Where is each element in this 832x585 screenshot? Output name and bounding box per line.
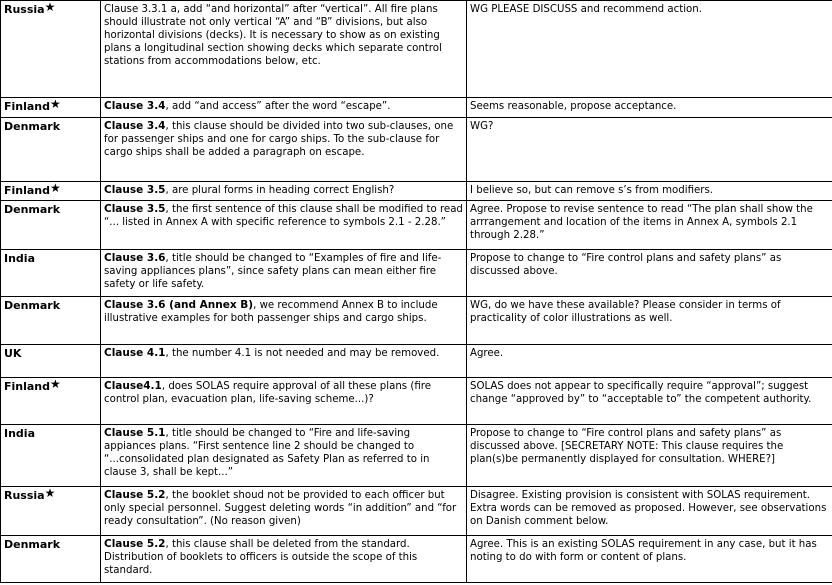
star-icon: ★ — [50, 97, 61, 111]
country-name: Denmark — [4, 299, 61, 312]
table-row — [1, 378, 832, 425]
country-cell — [1, 297, 101, 345]
comment-cell — [101, 201, 467, 250]
comment-text: , the number 4.1 is not needed and may be removed. — [165, 348, 440, 359]
response-cell — [467, 201, 832, 250]
clause-ref: Clause 3.5 — [104, 203, 166, 215]
comment-cell — [101, 297, 467, 345]
country-cell — [1, 182, 101, 201]
star-icon: ★ — [44, 486, 56, 500]
response-cell — [467, 345, 832, 378]
response-cell — [467, 182, 832, 201]
response-cell — [467, 250, 832, 297]
table-row — [1, 250, 832, 297]
table-row — [1, 118, 832, 182]
table-row — [1, 536, 832, 583]
country-name: Denmark — [4, 538, 61, 551]
comment-cell — [101, 378, 467, 425]
country-name: India — [4, 252, 35, 265]
country-name: UK — [4, 347, 22, 360]
comment-cell — [101, 250, 467, 297]
star-icon: ★ — [50, 181, 61, 195]
comment-cell — [101, 182, 467, 201]
clause-ref: Clause 5.1 — [104, 427, 166, 439]
comment-text: , the booklet shoud not be provided to each officer but only special personnel. Suggest deleting words “in addition” and “for ready consultation”. (No reason given) — [104, 490, 457, 527]
table-row — [1, 98, 832, 118]
star-icon: ★ — [50, 377, 61, 391]
comment-text: , add “and access” after the word “escape”. — [165, 101, 391, 112]
country-cell — [1, 1, 101, 98]
table-row — [1, 345, 832, 378]
response-cell — [467, 487, 832, 536]
country-name: Finland — [4, 100, 51, 113]
response-text: Disagree. Existing provision is consistent with SOLAS requirement. Extra words can be removed as proposed. However, see observations on Danish comment below. — [470, 490, 827, 527]
clause-ref: Clause 5.2 — [104, 538, 166, 550]
comment-cell — [101, 118, 467, 182]
response-cell — [467, 297, 832, 345]
comment-text: , are plural forms in heading correct English? — [165, 185, 395, 196]
clause-ref: Clause4.1 — [104, 380, 162, 392]
country-cell — [1, 250, 101, 297]
star-icon: ★ — [44, 0, 56, 14]
response-text: WG? — [470, 121, 494, 132]
response-text: SOLAS does not appear to specifically require “approval”; suggest change “approved by” to “acceptable to” the competent authority. — [470, 381, 812, 405]
country-cell — [1, 201, 101, 250]
country-name: Denmark — [4, 120, 61, 133]
response-text: Propose to change to “Fire control plans and safety plans” as discussed above. — [470, 253, 782, 277]
country-cell — [1, 425, 101, 487]
country-cell — [1, 98, 101, 118]
comment-text: , this clause should be divided into two sub-clauses, one for passenger ships and one for cargo ships. To the sub-clause for cargo ships shall be added a paragraph on escape. — [104, 121, 454, 158]
clause-ref: Clause 3.4 — [104, 100, 166, 112]
clause-ref: Clause 3.6 — [104, 252, 166, 264]
comment-cell — [101, 345, 467, 378]
response-text: WG, do we have these available? Please consider in terms of practicality of color illustrations as well. — [470, 300, 781, 324]
comment-text: , we recommend Annex B to include illustrative examples for both passenger ships and cargo ships. — [104, 300, 438, 324]
country-name: Russia — [4, 489, 45, 502]
response-cell — [467, 536, 832, 583]
country-cell — [1, 378, 101, 425]
response-text: I believe so, but can remove s’s from modifiers. — [470, 185, 713, 196]
table-row — [1, 297, 832, 345]
response-cell — [467, 98, 832, 118]
country-cell — [1, 487, 101, 536]
table-row — [1, 182, 832, 201]
comments-table-body — [1, 1, 832, 583]
response-text: Agree. Propose to revise sentence to read “The plan shall show the arrrangement and location of the items in Annex A, symbols 2.1 through 2.28.” — [470, 204, 813, 241]
country-name: India — [4, 427, 35, 440]
response-cell — [467, 1, 832, 98]
country-cell — [1, 118, 101, 182]
comment-cell — [101, 425, 467, 487]
response-cell — [467, 425, 832, 487]
country-name: Finland — [4, 380, 51, 393]
clause-ref: Clause 3.5 — [104, 184, 166, 196]
comment-text: , title should be changed to “Examples of fire and life-saving appliances plans”, since safety plans can mean either fire safety or life safety. — [104, 253, 442, 290]
clause-ref: Clause 3.6 (and Annex B) — [104, 299, 254, 311]
comment-cell — [101, 487, 467, 536]
country-cell — [1, 536, 101, 583]
comment-text: , this clause shall be deleted from the standard. Distribution of booklets to officers is outside the scope of this standard. — [104, 539, 418, 576]
comment-text: , title should be changed to “Fire and life-saving appiances plans. “First sentence line 2 should be changed to “...consolidated plan designated as Safety Plan as referred to in clause 3, shall be kept...” — [104, 428, 430, 478]
country-cell — [1, 345, 101, 378]
response-text: WG PLEASE DISCUSS and recommend action. — [470, 4, 702, 15]
table-row — [1, 1, 832, 98]
comment-cell — [101, 98, 467, 118]
response-text: Seems reasonable, propose acceptance. — [470, 101, 677, 112]
country-name: Russia — [4, 3, 45, 16]
table-row — [1, 201, 832, 250]
comment-text: , does SOLAS require approval of all these plans (fire control plan, evacuation plan, life-saving scheme...)? — [104, 381, 431, 405]
table-row — [1, 487, 832, 536]
clause-ref: Clause 5.2 — [104, 489, 166, 501]
response-cell — [467, 118, 832, 182]
comment-text: Clause 3.3.1 a, add “and horizontal” after “vertical”. All fire plans should illustrate not only vertical “A” and “B” divisions, but also horizontal divisions (decks). It is necessary to show as on existing plans a longitudinal section showing decks which separate control stations from accommodations below, etc. — [104, 4, 442, 67]
comment-text: , the first sentence of this clause shall be modified to read “... listed in Annex A with specific reference to symbols 2.1 - 2.28.” — [104, 204, 463, 228]
response-cell — [467, 378, 832, 425]
country-name: Finland — [4, 184, 51, 197]
table-row — [1, 425, 832, 487]
response-text: Propose to change to “Fire control plans and safety plans” as discussed above. [SECRETARY NOTE: This clause requires the plan(s)be permanently displayed for consultation. WHERE?] — [470, 428, 784, 465]
clause-ref: Clause 3.4 — [104, 120, 166, 132]
response-text: Agree. This is an existing SOLAS requirement in any case, but it has noting to do with form or content of plans. — [470, 539, 817, 563]
comment-cell — [101, 536, 467, 583]
comment-cell — [101, 1, 467, 98]
clause-ref: Clause 4.1 — [104, 347, 166, 359]
response-text: Agree. — [470, 348, 504, 359]
country-name: Denmark — [4, 203, 61, 216]
